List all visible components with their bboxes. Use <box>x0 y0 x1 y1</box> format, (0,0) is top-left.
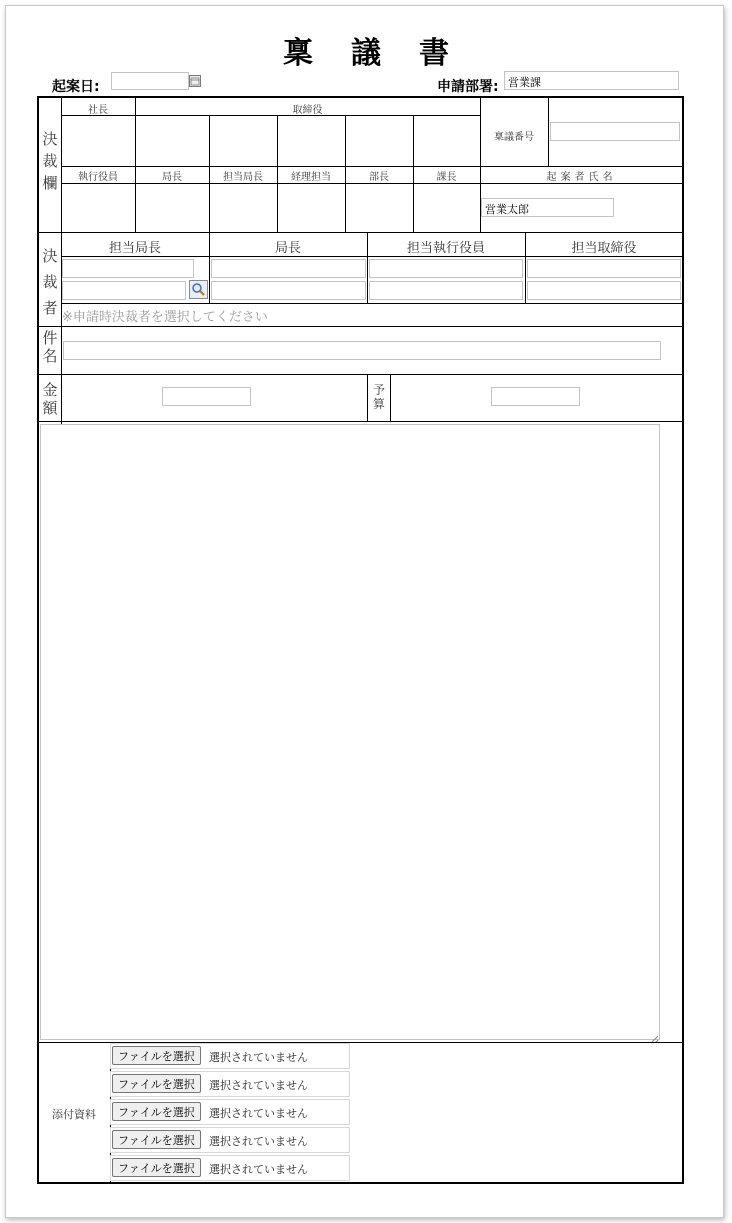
draft-date-label: 起案日: <box>52 79 100 95</box>
header-assigned-director-general: 担当局長 <box>223 172 263 183</box>
approvers-side-label: 決 裁 者 <box>42 247 58 317</box>
header-drafter-name: 起案者氏名 <box>546 172 617 183</box>
budget-input[interactable] <box>491 387 580 406</box>
header-department-manager: 部長 <box>369 172 389 183</box>
body-textarea[interactable] <box>40 424 660 1040</box>
file-status: 選択されていません <box>209 1079 308 1092</box>
approver-header-director-general: 局長 <box>274 241 301 256</box>
approver-4-search-input[interactable] <box>527 281 681 300</box>
approver-1-search-input[interactable] <box>62 281 186 300</box>
approver-4-name-input[interactable] <box>527 259 681 278</box>
ringi-number-input[interactable] <box>550 122 680 141</box>
drafter-name-input[interactable]: 営業太郎 <box>481 198 614 217</box>
approver-1-name-input[interactable] <box>62 259 194 278</box>
approver-header-director: 担当取締役 <box>571 241 637 256</box>
header-section-chief: 課長 <box>436 172 457 183</box>
file-select-button[interactable]: ファイルを選択 <box>112 1158 201 1177</box>
approver-3-name-input[interactable] <box>369 259 523 278</box>
department-input[interactable]: 営業課 <box>504 71 679 90</box>
search-icon[interactable] <box>189 280 208 299</box>
resize-handle-icon[interactable] <box>649 1029 659 1039</box>
header-accounting: 経理担当 <box>291 172 331 183</box>
approver-header-executive-officer: 担当執行役員 <box>406 241 485 256</box>
approver-2-search-input[interactable] <box>211 281 366 300</box>
calendar-icon[interactable] <box>189 75 201 87</box>
file-status: 選択されていません <box>209 1051 308 1064</box>
budget-side-label: 予 算 <box>372 383 385 411</box>
approver-note: ※申請時決裁者を選択してください <box>62 310 268 325</box>
file-select-button[interactable]: ファイルを選択 <box>112 1074 201 1093</box>
draft-date-input[interactable] <box>111 72 189 90</box>
file-select-button[interactable]: ファイルを選択 <box>112 1102 201 1121</box>
approval-side-label: 決 裁 欄 <box>42 130 58 192</box>
ringi-number-label: 稟議番号 <box>494 132 534 143</box>
attachments-label: 添付資料 <box>52 1108 96 1121</box>
header-executive-officer: 執行役員 <box>78 172 118 183</box>
amount-input[interactable] <box>162 387 251 406</box>
subject-input[interactable] <box>63 341 661 360</box>
department-label: 申請部署: <box>437 79 499 95</box>
amount-side-label: 金 額 <box>42 381 58 417</box>
file-status: 選択されていません <box>209 1135 308 1148</box>
header-director-general: 局長 <box>162 172 182 183</box>
file-select-button[interactable]: ファイルを選択 <box>112 1130 201 1149</box>
approver-3-search-input[interactable] <box>369 281 523 300</box>
file-select-button[interactable]: ファイルを選択 <box>112 1046 201 1065</box>
header-president: 社長 <box>88 105 108 116</box>
file-status: 選択されていません <box>209 1107 308 1120</box>
file-status: 選択されていません <box>209 1163 308 1176</box>
subject-side-label: 件 名 <box>42 329 58 365</box>
approver-header-assigned-director-general: 担当局長 <box>108 241 161 256</box>
approver-2-name-input[interactable] <box>211 259 366 278</box>
header-directors: 取締役 <box>292 105 323 116</box>
page-title: 稟議書 <box>283 36 487 71</box>
